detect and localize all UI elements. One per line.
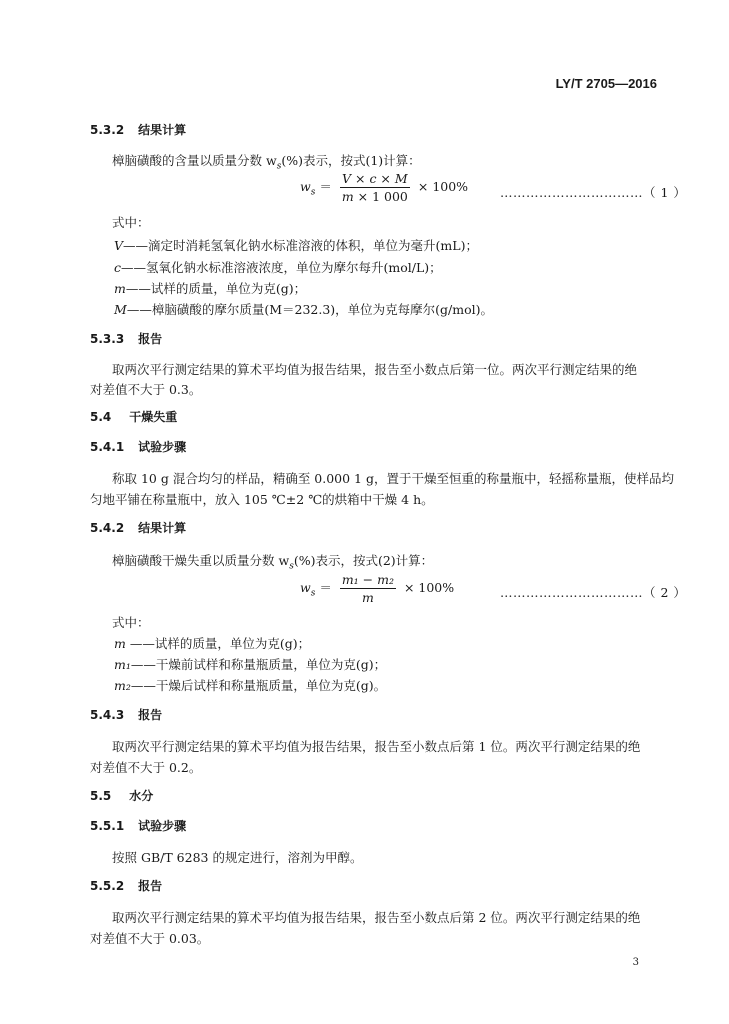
variable-symbol: m₂ bbox=[114, 678, 131, 693]
variable-line bbox=[114, 258, 442, 276]
heading-5-4-1 bbox=[90, 438, 186, 455]
heading-5-3-2 bbox=[90, 121, 186, 138]
denominator-var: m bbox=[341, 189, 354, 204]
section-title: 报告 bbox=[138, 879, 163, 893]
section-number: 5.5 bbox=[90, 789, 112, 803]
variable-line bbox=[114, 634, 310, 652]
section-number: 5.4.3 bbox=[90, 708, 125, 722]
where-label: 式中： bbox=[112, 615, 150, 630]
document-code: LY/T 2705—2016 bbox=[555, 76, 657, 91]
paragraph-line: 取两次平行测定结果的算术平均值为报告结果，报告至小数点后第一位。两次平行测定结果的绝 bbox=[112, 362, 638, 377]
heading-5-4-3 bbox=[90, 706, 162, 723]
variable-description: ——试样的质量，单位为克(g)； bbox=[125, 281, 307, 296]
variable-symbol: m bbox=[114, 636, 126, 651]
denominator-rest: × 1 000 bbox=[353, 189, 408, 204]
variable-line bbox=[114, 236, 478, 254]
paragraph-line: 称取 10 g 混合均匀的样品，精确至 0.000 1 g，置于干燥至恒重的称量瓶中，轻摇称量瓶，使样品均 bbox=[112, 471, 674, 486]
formula-fraction bbox=[340, 572, 396, 605]
heading-5-3-3 bbox=[90, 330, 162, 347]
section-number: 5.5.2 bbox=[90, 879, 125, 893]
section-number: 5.5.1 bbox=[90, 819, 125, 833]
formula-tail: × 100% bbox=[417, 179, 469, 194]
paragraph-line: 取两次平行测定结果的算术平均值为报告结果，报告至小数点后第 1 位。两次平行测定结果的绝 bbox=[112, 739, 641, 754]
paragraph-5-4-2-intro bbox=[112, 551, 433, 572]
section-title: 结果计算 bbox=[138, 123, 187, 137]
section-title: 干燥失重 bbox=[129, 410, 178, 424]
paragraph-5-3-2-intro bbox=[112, 151, 421, 172]
heading-5-5-1 bbox=[90, 817, 186, 834]
equation-number-1: ……………………………（ 1 ） bbox=[500, 185, 687, 200]
variable-symbol: m₁ bbox=[114, 657, 131, 672]
page-number: 3 bbox=[632, 957, 639, 968]
variable-symbol: c bbox=[114, 260, 122, 275]
formula-lhs-sub: s bbox=[310, 187, 316, 198]
intro-subscript: s bbox=[289, 561, 294, 572]
formula-tail: × 100% bbox=[403, 580, 455, 595]
formula-numerator: m₁ − m₂ bbox=[341, 572, 394, 587]
formula-lhs-sub: s bbox=[310, 588, 316, 599]
equals-sign: ＝ bbox=[319, 179, 332, 194]
variable-description: ——干燥后试样和称量瓶质量，单位为克(g)。 bbox=[130, 678, 387, 693]
variable-symbol: m bbox=[114, 281, 126, 296]
section-number: 5.3.3 bbox=[90, 332, 125, 346]
paragraph-line: 对差值不大于 0.2。 bbox=[90, 760, 202, 775]
formula-denominator: m bbox=[361, 590, 374, 605]
intro-rest: (%)表示，按式(2)计算： bbox=[293, 553, 434, 568]
where-label: 式中： bbox=[112, 215, 150, 230]
intro-text: 樟脑磺酸的含量以质量分数 w bbox=[112, 153, 277, 168]
formula-lhs: w bbox=[300, 580, 311, 595]
heading-5-5 bbox=[90, 787, 153, 804]
paragraph-line: 对差值不大于 0.03。 bbox=[90, 931, 210, 946]
heading-5-4-2 bbox=[90, 519, 186, 536]
variable-line bbox=[114, 300, 493, 318]
section-title: 报告 bbox=[138, 332, 163, 346]
paragraph-line: 对差值不大于 0.3。 bbox=[90, 382, 202, 397]
variable-line bbox=[114, 655, 386, 673]
section-number: 5.4 bbox=[90, 410, 112, 424]
section-title: 试验步骤 bbox=[138, 440, 187, 454]
formula-lhs: w bbox=[300, 179, 311, 194]
variable-description: ——滴定时消耗氢氧化钠水标准溶液的体积，单位为毫升(mL)； bbox=[123, 238, 478, 253]
equation-number-2: ……………………………（ 2 ） bbox=[500, 585, 687, 600]
section-number: 5.3.2 bbox=[90, 123, 125, 137]
intro-subscript: s bbox=[276, 161, 282, 172]
intro-text: 樟脑磺酸干燥失重以质量分数 w bbox=[112, 553, 290, 568]
intro-rest: (%)表示，按式(1)计算： bbox=[281, 153, 421, 168]
paragraph-line: 匀地平铺在称量瓶中，放入 105 ℃±2 ℃的烘箱中干燥 4 h。 bbox=[90, 492, 434, 507]
section-title: 水分 bbox=[129, 789, 154, 803]
variable-symbol: M bbox=[114, 302, 127, 317]
heading-5-5-2 bbox=[90, 877, 162, 894]
variable-description: ——干燥前试样和称量瓶质量，单位为克(g)； bbox=[130, 657, 387, 672]
formula-numerator: V × c × M bbox=[340, 171, 410, 188]
section-title: 报告 bbox=[138, 708, 163, 722]
variable-symbol: V bbox=[114, 238, 124, 253]
variable-line bbox=[114, 676, 386, 694]
variable-description: ——樟脑磺酸的摩尔质量(M＝232.3)，单位为克每摩尔(g/mol)。 bbox=[126, 302, 493, 317]
section-title: 试验步骤 bbox=[138, 819, 187, 833]
equals-sign: ＝ bbox=[319, 580, 332, 595]
section-number: 5.4.1 bbox=[90, 440, 125, 454]
formula-fraction bbox=[340, 171, 410, 204]
section-title: 结果计算 bbox=[138, 521, 187, 535]
paragraph-line: 按照 GB/T 6283 的规定进行，溶剂为甲醇。 bbox=[112, 850, 363, 865]
formula-1 bbox=[300, 171, 468, 204]
section-number: 5.4.2 bbox=[90, 521, 125, 535]
heading-5-4 bbox=[90, 408, 177, 425]
paragraph-line: 取两次平行测定结果的算术平均值为报告结果，报告至小数点后第 2 位。两次平行测定结果的绝 bbox=[112, 910, 641, 925]
formula-denominator bbox=[340, 188, 410, 204]
formula-2 bbox=[300, 572, 454, 605]
variable-description: ——氢氧化钠水标准溶液浓度，单位为摩尔每升(mol/L)； bbox=[121, 260, 442, 275]
variable-line bbox=[114, 279, 306, 297]
variable-description: ——试样的质量，单位为克(g)； bbox=[125, 636, 311, 651]
